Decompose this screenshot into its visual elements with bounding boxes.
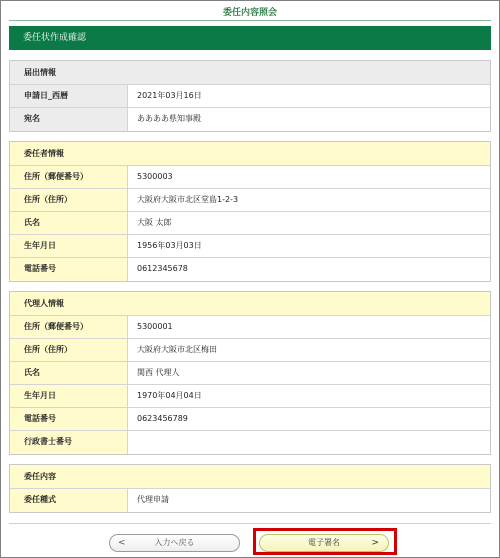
row-label: 委任種式 <box>10 489 128 512</box>
confirm-header: 委任状作成確認 <box>9 26 491 50</box>
table-row <box>10 489 490 512</box>
table-row <box>10 339 490 362</box>
delegator-section <box>9 141 491 282</box>
agent-section <box>9 291 491 455</box>
row-label: 電話番号 <box>10 258 128 281</box>
row-value: 5300001 <box>137 322 173 331</box>
table-row <box>10 385 490 408</box>
delegation-heading: 委任内容 <box>10 465 490 489</box>
row-label: 氏名 <box>10 362 128 384</box>
row-label: 生年月日 <box>10 385 128 407</box>
row-label: 生年月日 <box>10 235 128 257</box>
row-label: 電話番号 <box>10 408 128 430</box>
table-row <box>10 258 490 281</box>
delegation-section <box>9 464 491 513</box>
row-value: 大阪府大阪市北区梅田 <box>137 345 217 354</box>
sign-button-label: 電子署名 <box>308 538 340 547</box>
title-divider <box>9 20 491 21</box>
row-value: 大阪府大阪市北区堂島1-2-3 <box>137 195 239 204</box>
row-value <box>128 431 490 454</box>
notification-heading: 届出情報 <box>10 61 490 85</box>
chevron-left-icon: < <box>118 538 126 548</box>
footer-divider <box>9 523 491 524</box>
table-row <box>10 362 490 385</box>
table-row <box>10 166 490 189</box>
table-row <box>10 108 490 131</box>
table-row <box>10 85 490 108</box>
table-row <box>10 431 490 454</box>
back-button-label: 入力へ戻る <box>154 538 195 547</box>
row-value: ああああ県知事殿 <box>137 114 201 123</box>
delegator-heading: 委任者情報 <box>10 142 490 166</box>
highlight-box <box>253 528 397 555</box>
row-value: 1970年04月04日 <box>137 391 202 400</box>
row-label: 住所（郵便番号） <box>10 166 128 188</box>
row-label: 申請日_西暦 <box>10 85 128 107</box>
row-label: 宛名 <box>10 108 128 131</box>
row-label: 行政書士番号 <box>10 431 128 454</box>
agent-heading: 代理人情報 <box>10 292 490 316</box>
table-row <box>10 189 490 212</box>
row-value: 0623456789 <box>137 414 188 423</box>
table-row <box>10 408 490 431</box>
notification-section <box>9 60 491 132</box>
chevron-right-icon: > <box>371 538 379 548</box>
table-row <box>10 316 490 339</box>
row-value: 1956年03月03日 <box>137 241 202 250</box>
row-value: 5300003 <box>137 172 173 181</box>
row-value: 代理申請 <box>137 495 169 504</box>
row-value: 0612345678 <box>137 264 188 273</box>
table-row <box>10 212 490 235</box>
row-label: 住所（住所） <box>10 339 128 361</box>
back-to-input-button[interactable] <box>109 534 240 552</box>
table-row <box>10 235 490 258</box>
row-value: 2021年03月16日 <box>137 91 202 100</box>
row-value: 関西 代理人 <box>137 368 180 377</box>
row-label: 住所（郵便番号） <box>10 316 128 338</box>
page-title: 委任内容照会 <box>222 8 277 18</box>
row-value: 大阪 太郎 <box>137 218 172 227</box>
row-label: 氏名 <box>10 212 128 234</box>
row-label: 住所（住所） <box>10 189 128 211</box>
